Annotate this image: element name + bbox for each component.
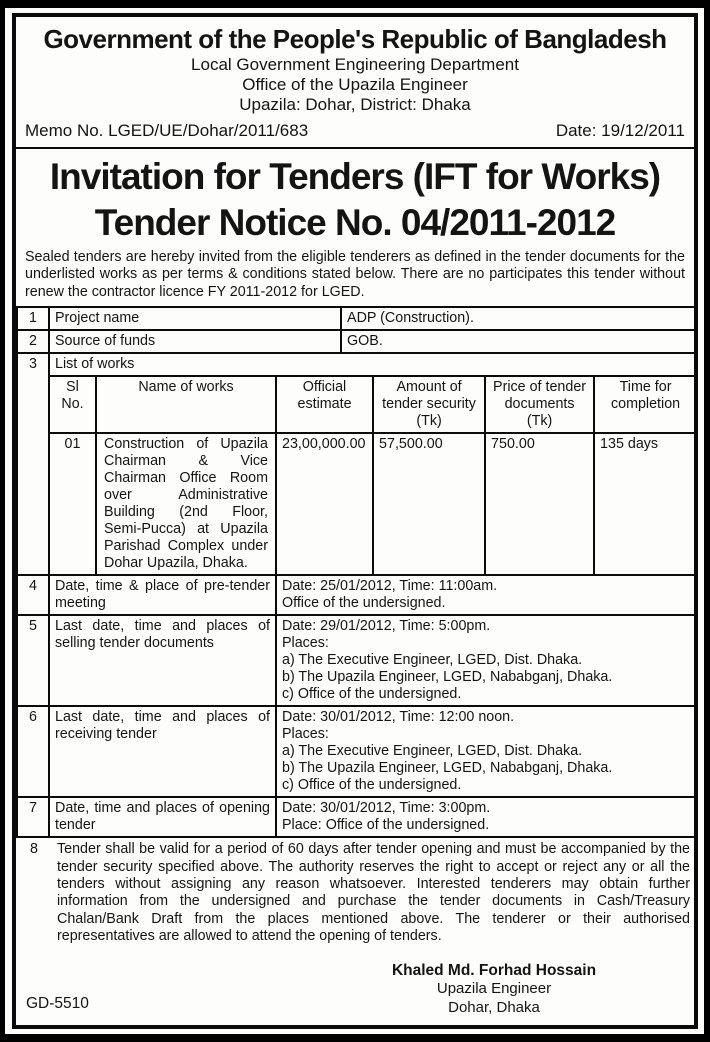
row-value <box>276 575 697 615</box>
row-value <box>276 615 697 706</box>
tender-notice-document <box>12 13 698 1029</box>
value-line: b) The Upazila Engineer, LGED, Nababganj, Dhaka. <box>282 760 613 777</box>
row-label: Date, time and places of opening tender <box>49 797 276 837</box>
row-value: GOB. <box>341 330 697 353</box>
terms-text: Tender shall be valid for a period of 60 days after tender opening and must be accompanied by the tender security specified above. The authority reserves the right to accept or reject any or all the tenders without assigning any reason whatsoever. Interested tenderers may obtain further information from the undersigned and purchase the tender documents in Cash/Treasury Chalan/Bank Draft from the places mentioned above. The tenderer or their authorised representatives are allowed to attend the opening of tenders. <box>57 841 690 945</box>
value-line: Date: 29/01/2012, Time: 5:00pm. <box>282 618 491 635</box>
table-row-selling-documents <box>17 615 697 706</box>
value-line: a) The Executive Engineer, LGED, Dist. Dhaka. <box>282 652 583 669</box>
row-number: 3 <box>17 353 49 575</box>
signatory-name: Khaled Md. Forhad Hossain <box>391 961 597 979</box>
value-line: Date: 30/01/2012, Time: 12:00 noon. <box>282 709 515 726</box>
works-security: 57,500.00 <box>373 433 485 575</box>
value-line: a) The Executive Engineer, LGED, Dist. Dhaka. <box>282 743 583 760</box>
value-line: Places: <box>282 635 329 652</box>
header-separator <box>16 147 694 149</box>
office-location: Upazila: Dohar, District: Dhaka <box>239 95 471 114</box>
works-doc-price: 750.00 <box>485 433 594 575</box>
gd-code: GD-5510 <box>26 995 89 1012</box>
signatory-place: Dohar, Dhaka <box>448 998 540 1016</box>
row-label: Last date, time and places of receiving tender <box>49 706 276 797</box>
office-name: Office of the Upazila Engineer <box>242 75 468 94</box>
value-line: Office of the undersigned. <box>282 595 446 612</box>
row-number: 4 <box>17 575 49 615</box>
table-row-opening-tender <box>17 797 697 837</box>
row-label: Last date, time and places of selling tender documents <box>49 615 276 706</box>
row-value <box>276 706 697 797</box>
tender-details-table <box>16 306 698 838</box>
scanned-page <box>5 8 704 1034</box>
value-line: Date: 30/01/2012, Time: 3:00pm. <box>282 800 491 817</box>
signatory-title: Upazila Engineer <box>436 980 552 997</box>
value-line: c) Office of the undersigned. <box>282 777 462 794</box>
works-completion: 135 days <box>594 433 697 575</box>
value-line: Places: <box>282 726 329 743</box>
works-header-doc-price: Price of tender documents (Tk) <box>485 376 594 433</box>
table-row-list-of-works <box>17 353 697 376</box>
works-header-sl: Sl No. <box>49 376 96 433</box>
notice-title-line2: Tender Notice No. 04/2011-2012 <box>94 202 616 243</box>
row-number: 2 <box>17 330 49 353</box>
row-label: Source of funds <box>49 330 341 353</box>
department-name: Local Government Engineering Department <box>191 55 519 74</box>
works-estimate: 23,00,000.00 <box>276 433 373 575</box>
notice-title <box>23 154 687 246</box>
memo-number: Memo No. LGED/UE/Dohar/2011/683 <box>25 121 309 140</box>
government-title: Government of the People's Republic of Bangladesh <box>43 24 667 54</box>
works-sl: 01 <box>49 433 96 575</box>
table-row-receiving-tender <box>17 706 697 797</box>
value-line: Date: 25/01/2012, Time: 11:00am. <box>282 578 498 595</box>
works-header-name: Name of works <box>96 376 276 433</box>
intro-paragraph: Sealed tenders are hereby invited from the eligible tenderers as defined in the tender documents for the underlisted works as per terms & conditions stated below. There are no participates this tender without renew the contractor licence FY 2011-2012 for LGED. <box>25 249 685 300</box>
row-number: 7 <box>17 797 49 837</box>
row-label: Date, time & place of pre-tender meeting <box>49 575 276 615</box>
value-line: b) The Upazila Engineer, LGED, Nababganj, Dhaka. <box>282 669 613 686</box>
works-name: Construction of Upazila Chairman & Vice Chairman Office Room over Administrative Building (2nd Floor, Semi-Pucca) at Upazila Parishad Complex under Dohar Upazila, Dhaka. <box>96 433 276 575</box>
signature-block <box>339 962 649 1018</box>
row-number: 6 <box>17 706 49 797</box>
table-row-project-name <box>17 307 697 330</box>
works-data-row <box>17 433 697 575</box>
row-number: 1 <box>17 307 49 330</box>
row-label: List of works <box>49 353 697 376</box>
document-header <box>23 23 687 115</box>
row-label: Project name <box>49 307 341 330</box>
table-row-pretender-meeting <box>17 575 697 615</box>
works-header-security: Amount of tender security (Tk) <box>373 376 485 433</box>
value-line: c) Office of the undersigned. <box>282 686 462 703</box>
notice-title-line1: Invitation for Tenders (IFT for Works) <box>49 156 661 197</box>
row-number: 5 <box>17 615 49 706</box>
works-header-row <box>17 376 697 433</box>
table-row-source-of-funds <box>17 330 697 353</box>
memo-date: Date: 19/12/2011 <box>555 121 685 140</box>
value-line: Place: Office of the undersigned. <box>282 817 490 834</box>
works-header-estimate: Official estimate <box>276 376 373 433</box>
row-value: ADP (Construction). <box>341 307 697 330</box>
row-value <box>276 797 697 837</box>
memo-row <box>23 120 687 146</box>
terms-row <box>16 838 694 945</box>
works-header-completion: Time for completion <box>594 376 697 433</box>
row-number: 8 <box>30 841 38 858</box>
